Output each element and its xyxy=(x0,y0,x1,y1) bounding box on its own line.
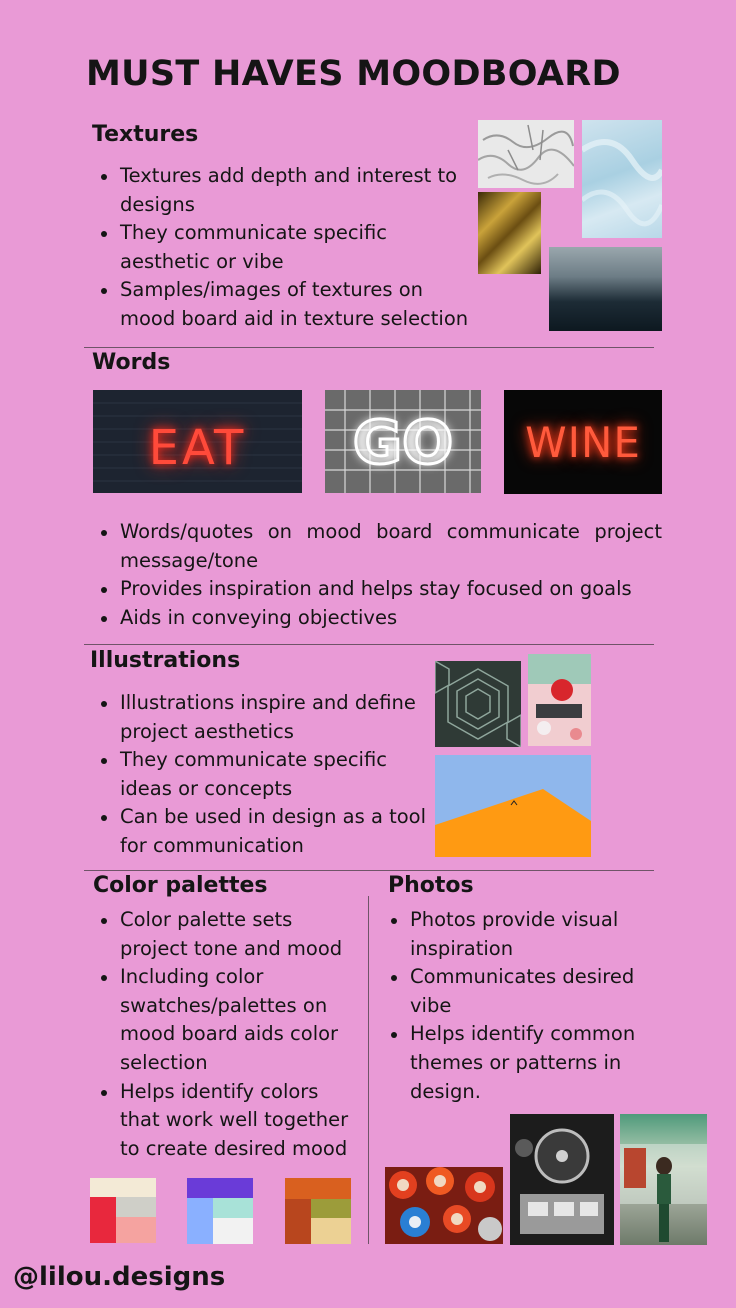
textures-list xyxy=(92,162,477,334)
illustrations-list xyxy=(92,689,427,861)
words-list xyxy=(92,518,662,632)
glass-texture-image xyxy=(549,247,662,331)
page-title: MUST HAVES MOODBOARD xyxy=(86,54,621,94)
list-item: Communicates desired vibe xyxy=(382,963,652,1020)
list-item: Aids in conveying objectives xyxy=(92,604,662,633)
list-item: Words/quotes on mood board communicate project message/tone xyxy=(92,518,662,575)
author-handle: @lilou.designs xyxy=(13,1262,226,1292)
photos-list xyxy=(382,906,652,1106)
list-item: Including color swatches/palettes on mood board aids color selection xyxy=(92,963,357,1077)
color-swatch-2 xyxy=(187,1178,253,1244)
color-palettes-heading: Color palettes xyxy=(93,873,268,898)
go-neon-image xyxy=(325,390,481,493)
words-heading: Words xyxy=(92,350,171,375)
divider xyxy=(84,870,654,871)
wine-neon-image xyxy=(504,390,662,494)
wine-sign-text: WINE xyxy=(525,418,641,467)
gold-foil-texture-image xyxy=(478,192,541,274)
list-item: Photos provide visual inspiration xyxy=(382,906,652,963)
eat-neon-image xyxy=(93,390,302,493)
color-swatch-1 xyxy=(90,1178,156,1243)
list-item: Provides inspiration and helps stay focused on goals xyxy=(92,575,662,604)
color-palettes-list xyxy=(92,906,357,1163)
illustrations-heading: Illustrations xyxy=(90,648,241,673)
fabric-texture-image xyxy=(582,120,662,238)
plaster-texture-image xyxy=(478,120,574,188)
street-woman-photo xyxy=(620,1114,707,1245)
orange-roof-illustration-image xyxy=(435,755,591,857)
list-item: Helps identify common themes or patterns in design. xyxy=(382,1020,652,1106)
list-item: They communicate specific ideas or concepts xyxy=(92,746,427,803)
go-sign-text: GO xyxy=(352,408,454,478)
tape-recorder-photo xyxy=(510,1114,614,1245)
rotary-phones-photo xyxy=(385,1167,503,1244)
list-item: They communicate specific aesthetic or vibe xyxy=(92,219,477,276)
list-item: Helps identify colors that work well together to create desired mood xyxy=(92,1078,357,1164)
list-item: Can be used in design as a tool for communication xyxy=(92,803,427,860)
list-item: Color palette sets project tone and mood xyxy=(92,906,357,963)
geometric-pattern-image xyxy=(435,661,521,747)
eat-sign-text: EAT xyxy=(148,420,247,476)
list-item: Textures add depth and interest to designs xyxy=(92,162,477,219)
list-item: Samples/images of textures on mood board aid in texture selection xyxy=(92,276,477,333)
floral-illustration-image xyxy=(528,654,591,746)
divider xyxy=(84,347,654,348)
photos-heading: Photos xyxy=(388,873,474,898)
divider xyxy=(84,644,654,645)
textures-heading: Textures xyxy=(92,122,199,147)
list-item: Illustrations inspire and define project aesthetics xyxy=(92,689,427,746)
color-swatch-3 xyxy=(285,1178,351,1244)
column-divider xyxy=(368,896,369,1244)
